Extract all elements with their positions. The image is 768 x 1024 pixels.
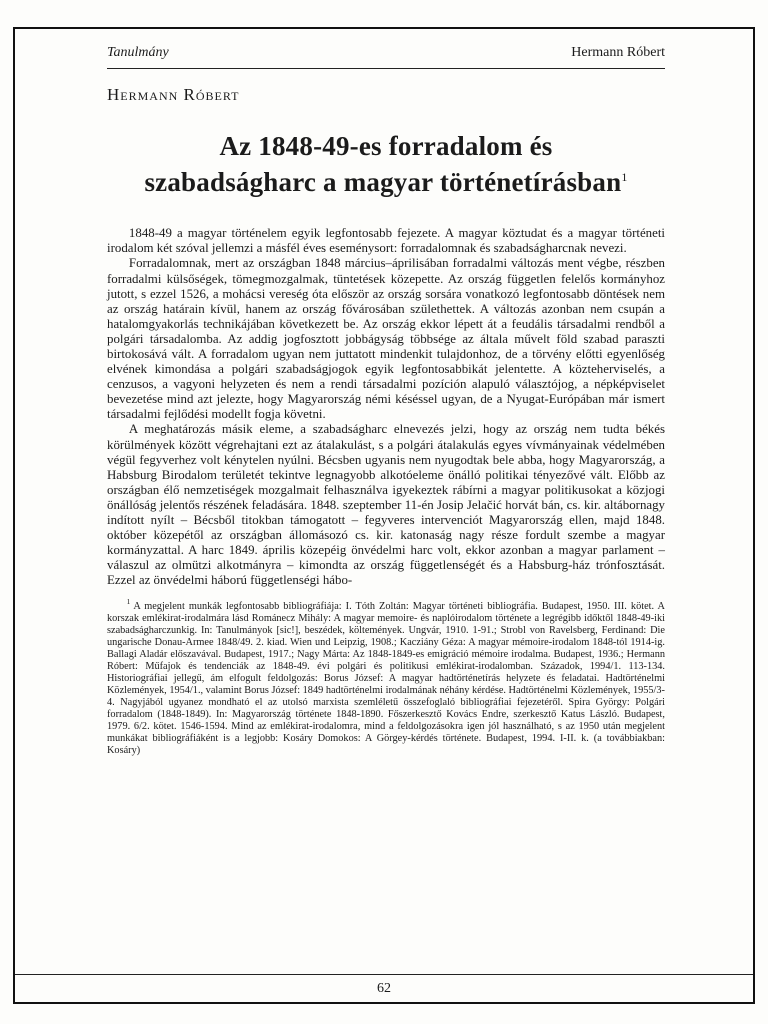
article-title-line2: szabadságharc a magyar történetírásban	[144, 166, 622, 197]
author-name: Hermann Róbert	[107, 85, 240, 104]
title-footnote-marker: 1	[621, 169, 628, 184]
page-footer	[15, 974, 753, 1002]
running-header-section-label: Tanulmány	[107, 45, 169, 60]
article-body	[107, 226, 665, 588]
body-paragraph-3: A meghatározás másik eleme, a szabadságharc elnevezés jelzi, hogy az ország nem tudta békés körülmények között végrehajtani ezt az átalakulást, s a polgári átalakulás egyes vívmányainak védelmében végül fegyverhez volt kénytelen nyúlni. Bécsben ugyanis nem nyugodtak bele abba, hogy Magyarország, a Habsburg Birodalom területét tekintve legnagyobb alkotóeleme önálló politikai tényezővé vált. Előbb az országban élő nemzetiségek mozgalmait felhasználva igyekeztek rábírni a magyar politikusokat a közjogi önállóság jelentős részének feladására. 1848. szeptember 11-én Josip Jelačić horvát bán, cs. kir. altábornagy indított nyílt – Bécsből titokban támogatott – fegyveres intervenciót Magyarország ellen, majd 1848. október közepétől az országban állomásozó cs. kir. katonaság nagy része fordult szembe a magyar kormányzattal. A harc 1849. április közepéig önvédelmi harc volt, ekkor azonban a magyar parlament – válaszul az olmützi alkotmányra – kimondta az ország függetlenségét és a Habsburg-ház trónfosztását. Ezzel az önvédelmi háború függetlenségi hábo-	[107, 422, 665, 588]
article-title-line1: Az 1848-49-es forradalom és	[219, 131, 553, 161]
footnote-marker: 1	[126, 597, 131, 607]
footnote-text: A megjelent munkák legfontosabb bibliográfiája: I. Tóth Zoltán: Magyar történeti bibliográfia. Budapest, 1950. III. kötet. A korszak emlékirat-irodalmára lásd Románecz Mihály: A magyar memoire- és naplóirodalom története a legrégibb időktől 1848-49-iki szabadságharczunkig. In: Tanulmányok [sic!], beszédek, költemények. Ungvár, 1910. 1-91.; Strobl von Ravelsberg, Ferdinand: Die ungarische Donau-Armee 1848/49. 2. kiad. Wien und Leipzig, 1908.; Kacziány Géza: A magyar mémoire-irodalom 1848-tól 1914-ig. Ballagi Aladár előszavával. Budapest, 1917.; Nagy Márta: Az 1848-1849-es emigráció mémoire irodalma. Budapest, 1936.; Hermann Róbert: Műfajok és tendenciák az 1848-49. évi polgári és politikusi emlékirat-irodalomban. Századok, 1994/1. 113-134. Historiográfiai jellegű, ám elfogult feldolgozás: Borus József: A magyar hadtörténetírás helyzete és feladatai. Hadtörténelmi Közlemények, 1954/1., valamint Borus József: 1849 hadtörténelmi irodalmának néhány kérdése. Hadtörténelmi Közlemények, 1955/3-4. Nagyjából ugyanez mondható el az utolsó marxista szemléletű összefoglaló bibliográfiai fejezetéről. Spira György: Polgári forradalom (1848-1849). In: Magyarország története 1848-1890. Főszerkesztő Kovács Endre, szerkesztő Katus László. Budapest, 1979. 6/2. kötet. 1546-1594. Mind az emlékirat-irodalomra, mind a feldolgozásokra igen jól használható, s az 1950 után megjelent munkákat bibliográfiáként is a legjobb: Kosáry Domokos: A Görgey-kérdés története. Budapest, 1994. I-II. k. (a továbbiakban: Kosáry)	[107, 600, 665, 757]
page-content	[15, 29, 753, 757]
running-header-author-label: Hermann Róbert	[571, 45, 665, 60]
body-paragraph-1: 1848-49 a magyar történelem egyik legfontosabb fejezete. A magyar köztudat és a magyar történeti irodalom két szóval jellemzi a másfél éves eseménysort: forradalomnak és szabadságharcnak nevezi.	[107, 226, 665, 256]
page-number: 62	[377, 981, 391, 996]
page-border	[13, 27, 755, 1004]
body-paragraph-2: Forradalomnak, mert az országban 1848 március–áprilisában forradalmi változás ment végbe, részben forradalmi külsőségek, tömegmozgalmak, tüntetések közepette. Az ország független felelős kormányhoz jutott, s ezzel 1526, a mohácsi vereség óta először az ország sorsára vonatkozó legfontosabb döntések nem az ország határain kívül, hanem az ország fővárosában születhettek. A változás azonban nem csupán a hatalomgyakorlás technikájában következett be. Az ország ekkor lépett át a feudális társadalmi rendből a polgári társadalomba. Az addig jogfosztott jobbágyság többsége az általa művelt föld szabad paraszti birtokosává vált. A forradalom ugyan nem juttatott mindenkit tulajdonhoz, de a törvény előtti egyenlőség elvének kimondása a polgári szabadságjogok egyik legfontosabbikát jelentette. A közteherviselés, a cenzusos, a vagyoni helyzeten és nem a rendi társadalmi pozíción alapuló választójog, a népképviselet bevezetése mind azt jelezte, hogy Magyarország némi késéssel ugyan, de a Nyugat-Európában már ismert társadalmi fejlődési modellt fogja követni.	[107, 256, 665, 422]
article-title	[107, 129, 665, 200]
footnote	[107, 597, 665, 758]
running-header	[107, 45, 665, 69]
